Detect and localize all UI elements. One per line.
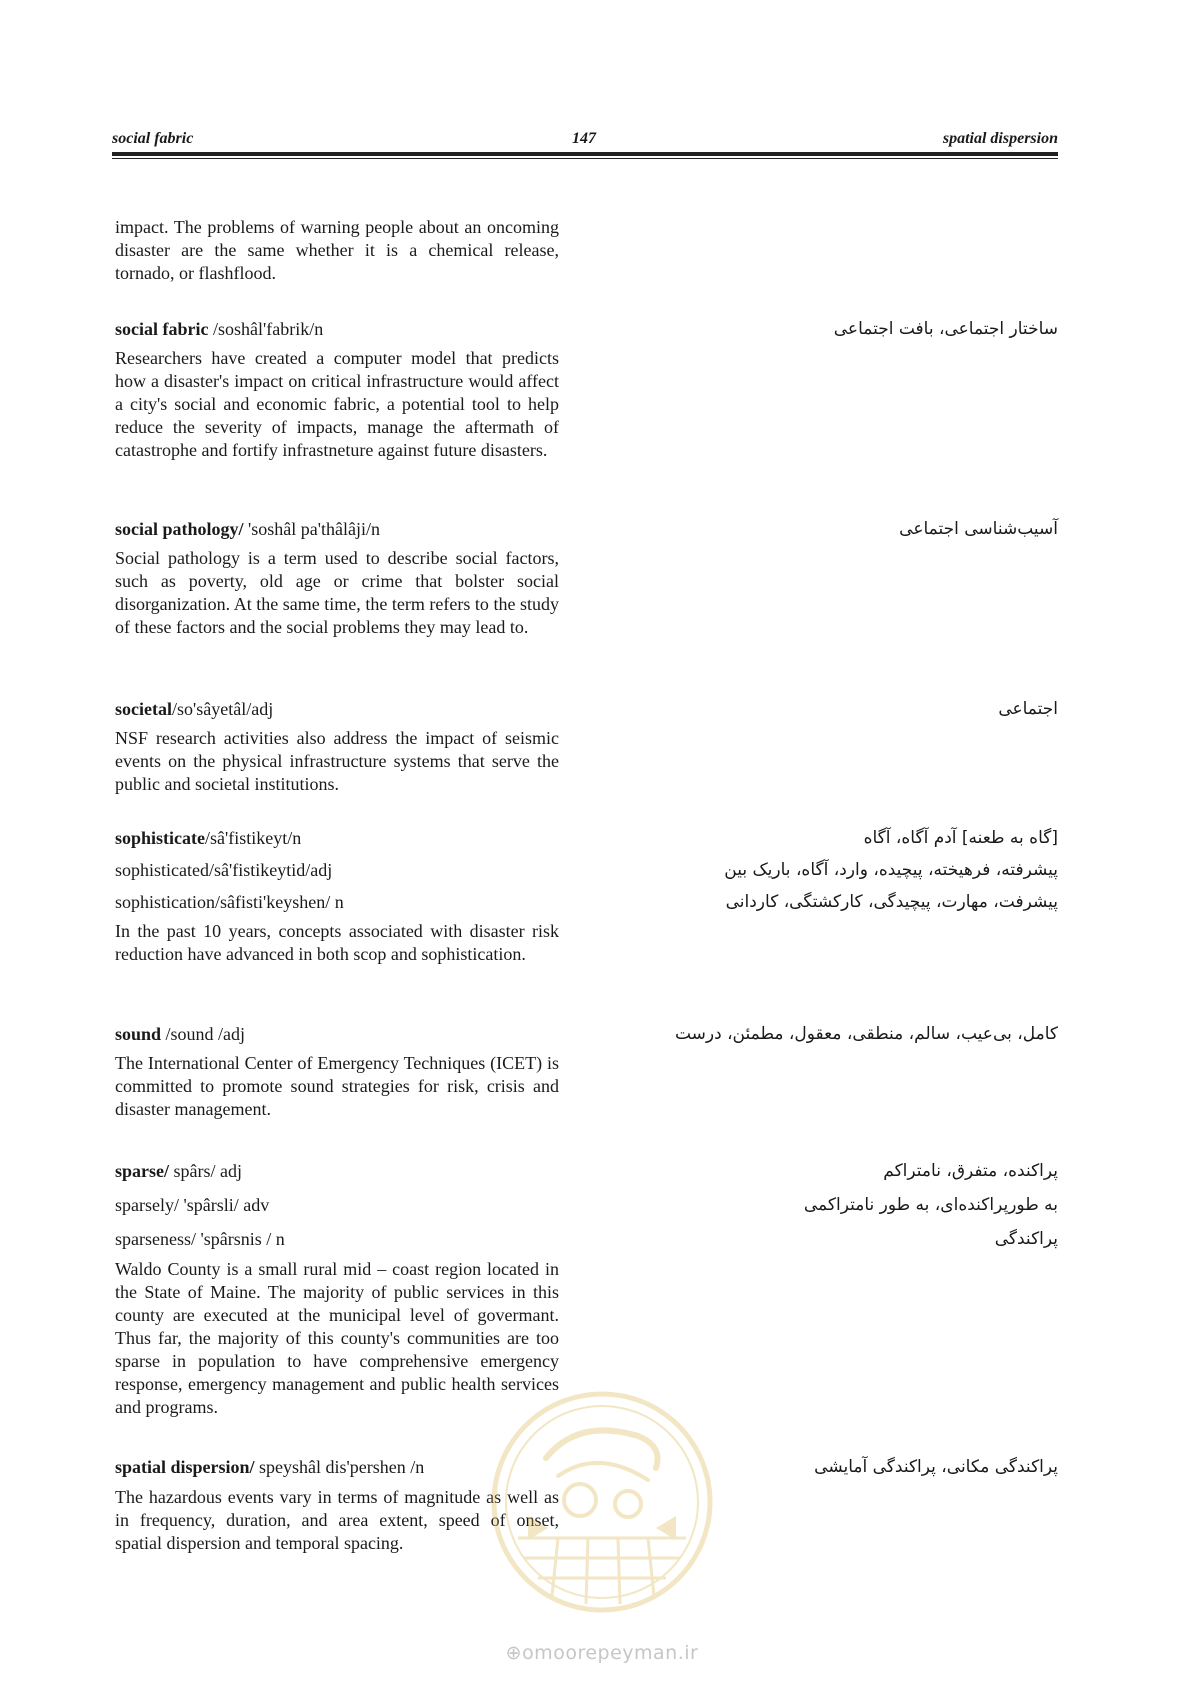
persian-translation: پراکنده، متفرق، نامتراکم <box>883 1161 1058 1181</box>
pronunciation: speyshâl dis'pershen /n <box>254 1457 425 1477</box>
entry-headword <box>115 1456 575 1479</box>
persian-translation: آسیب‌شناسی اجتماعی <box>899 519 1058 539</box>
pronunciation: spârs/ adj <box>169 1161 242 1181</box>
example-paragraph: NSF research activities also address the impact of seismic events on the physical infrastructure systems that serve the public and societal institutions. <box>115 728 559 794</box>
header-right-guide-word: spatial dispersion <box>942 130 1058 147</box>
derived-translation: به طورپراکنده‌ای، به طور نامتراکمی <box>803 1195 1058 1215</box>
pronunciation: 'soshâl pa'thâlâji/n <box>243 519 380 539</box>
term: spatial dispersion/ <box>115 1457 255 1477</box>
header-rule-thin <box>112 158 1058 159</box>
running-header <box>112 130 1058 150</box>
persian-translation: کامل، بی‌عیب، سالم، منطقی، معقول، مطمئن، درست <box>674 1024 1058 1044</box>
pronunciation: /sâ'fistikeyt/n <box>205 828 302 848</box>
entry-headword <box>115 1023 575 1046</box>
derived-translation: پیشرفت، مهارت، پیچیدگی، کارکشتگی، کاردانی <box>725 892 1058 912</box>
derived-word: sparsely/ 'spârsli/ adv <box>115 1195 270 1215</box>
derived-word: sophistication/sâfisti'keyshen/ n <box>115 892 344 912</box>
persian-translation: ساختار اجتماعی، بافت اجتماعی <box>833 319 1058 339</box>
derived-translation: پیشرفته، فرهیخته، پیچیده، وارد، آگاه، باریک بین <box>724 860 1058 880</box>
header-rule-thick <box>112 152 1058 156</box>
entry-headword <box>115 318 575 341</box>
persian-translation: اجتماعی <box>998 699 1058 719</box>
term: sophisticate <box>115 828 205 848</box>
entry-headword <box>115 827 575 850</box>
entry-headword <box>115 698 575 721</box>
term: societal <box>115 699 172 719</box>
example-paragraph: Social pathology is a term used to describe social factors, such as poverty, old age or crime that bolster social disorganization. At the same time, the term refers to the study of these factors and the social problems they may lead to. <box>115 548 559 637</box>
intro-paragraph: impact. The problems of warning people about an oncoming disaster are the same whether it is a chemical release, tornado, or flashflood. <box>115 217 559 283</box>
derived-word: sophisticated/sâ'fistikeytid/adj <box>115 860 333 880</box>
globe-icon: ⊕ <box>505 1642 523 1664</box>
header-left-guide-word: social fabric <box>112 130 194 147</box>
persian-translation: [گاه به طعنه] آدم آگاه، آگاه <box>863 828 1058 848</box>
example-paragraph: The International Center of Emergency Techniques (ICET) is committed to promote sound strategies for risk, crisis and disaster management. <box>115 1053 559 1119</box>
example-paragraph: Waldo County is a small rural mid – coast region located in the State of Maine. The majority of public services in this county are executed at the municipal level of govermant. Thus far, the majority of this county's communities are too sparse in population to have comprehensive emergency response, emergency management and public health services and programs. <box>115 1259 559 1417</box>
pronunciation: /sound /adj <box>161 1024 246 1044</box>
entry-headword <box>115 1160 575 1183</box>
derived-word: sparseness/ 'spârsnis / n <box>115 1229 285 1249</box>
term: social pathology/ <box>115 519 244 539</box>
entry-headword <box>115 518 575 541</box>
watermark-text: omoorepeyman.ir <box>522 1642 699 1664</box>
example-paragraph: In the past 10 years, concepts associated with disaster risk reduction have advanced in both scop and sophistication. <box>115 921 559 964</box>
example-paragraph: Researchers have created a computer model that predicts how a disaster's impact on critical infrastructure would affect a city's social and economic fabric, a potential tool to help reduce the severity of impacts, manage the aftermath of catastrophe and fortify infrastneture against future disasters. <box>115 348 559 460</box>
persian-translation: پراکندگی مکانی، پراکندگی آمایشی <box>814 1457 1058 1477</box>
website-watermark <box>492 1642 712 1664</box>
derived-translation: پراکندگی <box>994 1229 1058 1249</box>
term: sparse/ <box>115 1161 169 1181</box>
term: sound <box>115 1024 162 1044</box>
page-number: 147 <box>572 130 596 147</box>
term: social fabric <box>115 319 209 339</box>
pronunciation: /so'sâyetâl/adj <box>171 699 274 719</box>
example-paragraph: The hazardous events vary in terms of magnitude as well as in frequency, duration, and area extent, speed of onset, spatial dispersion and temporal spacing. <box>115 1487 559 1553</box>
pronunciation: /soshâl'fabrik/n <box>208 319 324 339</box>
